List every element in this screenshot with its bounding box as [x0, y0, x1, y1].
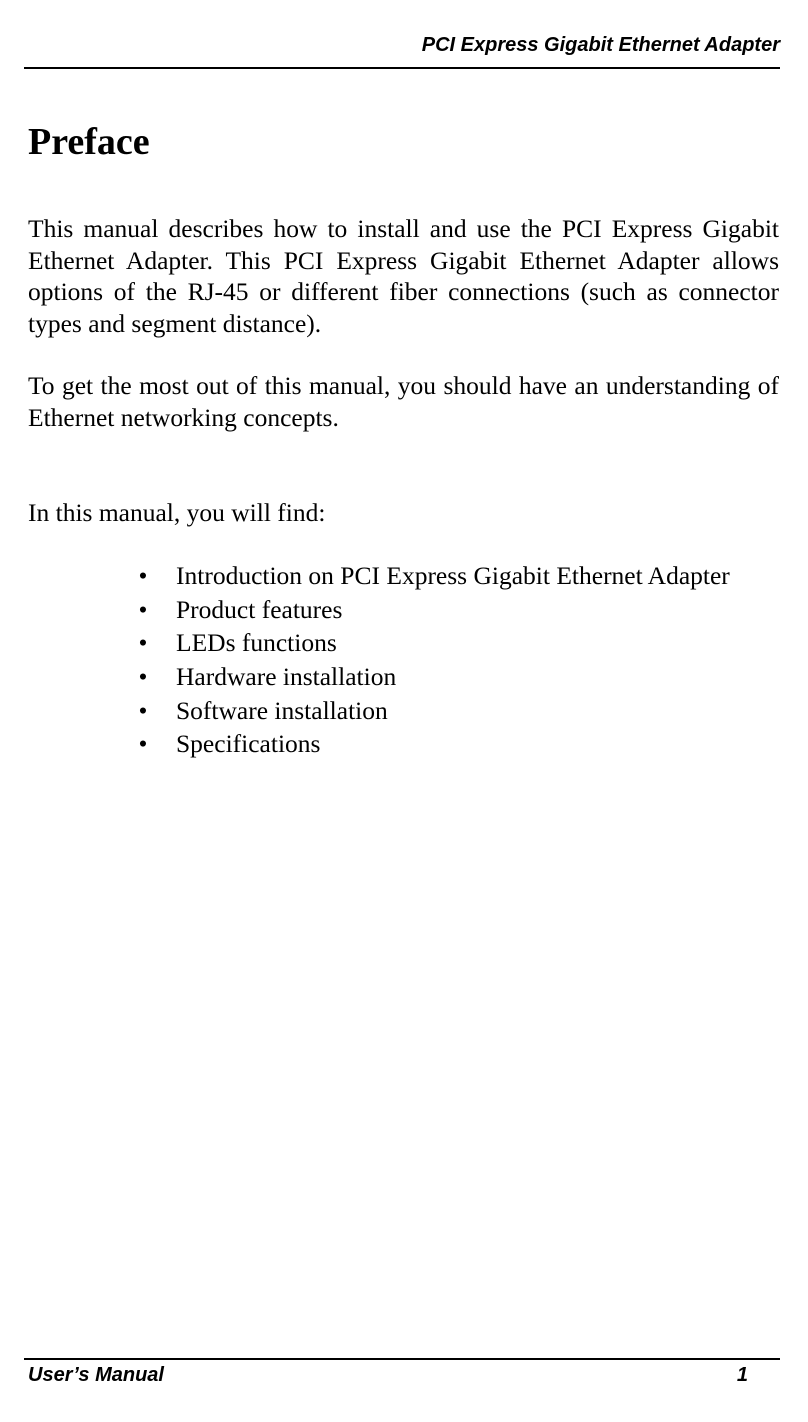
bullet-icon: • [138, 695, 148, 725]
page-title: Preface [28, 121, 150, 163]
page-footer [24, 1356, 780, 1396]
bullet-icon: • [138, 594, 148, 624]
page-header [24, 30, 780, 68]
bullet-icon: • [138, 628, 148, 658]
header-divider [24, 67, 780, 69]
list-item-text: Introduction on PCI Express Gigabit Ethernet Adapter [176, 561, 730, 591]
intro-paragraph: This manual describes how to install and use the PCI Express Gigabit Ethernet Adapter. This PCI Express Gigabit Ethernet Adapter allows options of the RJ-45 or different fiber connections (such as connector types and segment distance). [28, 214, 779, 338]
contents-list [28, 559, 779, 761]
list-item-text: Software installation [176, 695, 388, 725]
main-content [28, 115, 779, 761]
list-item [138, 694, 779, 728]
footer-divider [24, 1358, 780, 1360]
bullet-icon: • [138, 661, 148, 691]
list-item-text: Hardware installation [176, 661, 397, 691]
bullet-icon: • [138, 729, 148, 759]
list-item [138, 660, 779, 694]
contents-intro-paragraph: In this manual, you will find: [28, 497, 326, 527]
list-item [138, 559, 779, 593]
header-title: PCI Express Gigabit Ethernet Adapter [421, 34, 780, 56]
list-item [138, 626, 779, 660]
list-item [138, 727, 779, 761]
prerequisite-paragraph: To get the most out of this manual, you should have an understanding of Ethernet networking concepts. [28, 371, 779, 432]
bullet-icon: • [138, 561, 148, 591]
list-item [138, 593, 779, 627]
list-item-text: LEDs functions [176, 628, 337, 658]
page-number: 1 [736, 1364, 748, 1386]
list-item-text: Product features [176, 594, 343, 624]
footer-label: User’s Manual [28, 1364, 164, 1386]
list-item-text: Specifications [176, 729, 321, 759]
